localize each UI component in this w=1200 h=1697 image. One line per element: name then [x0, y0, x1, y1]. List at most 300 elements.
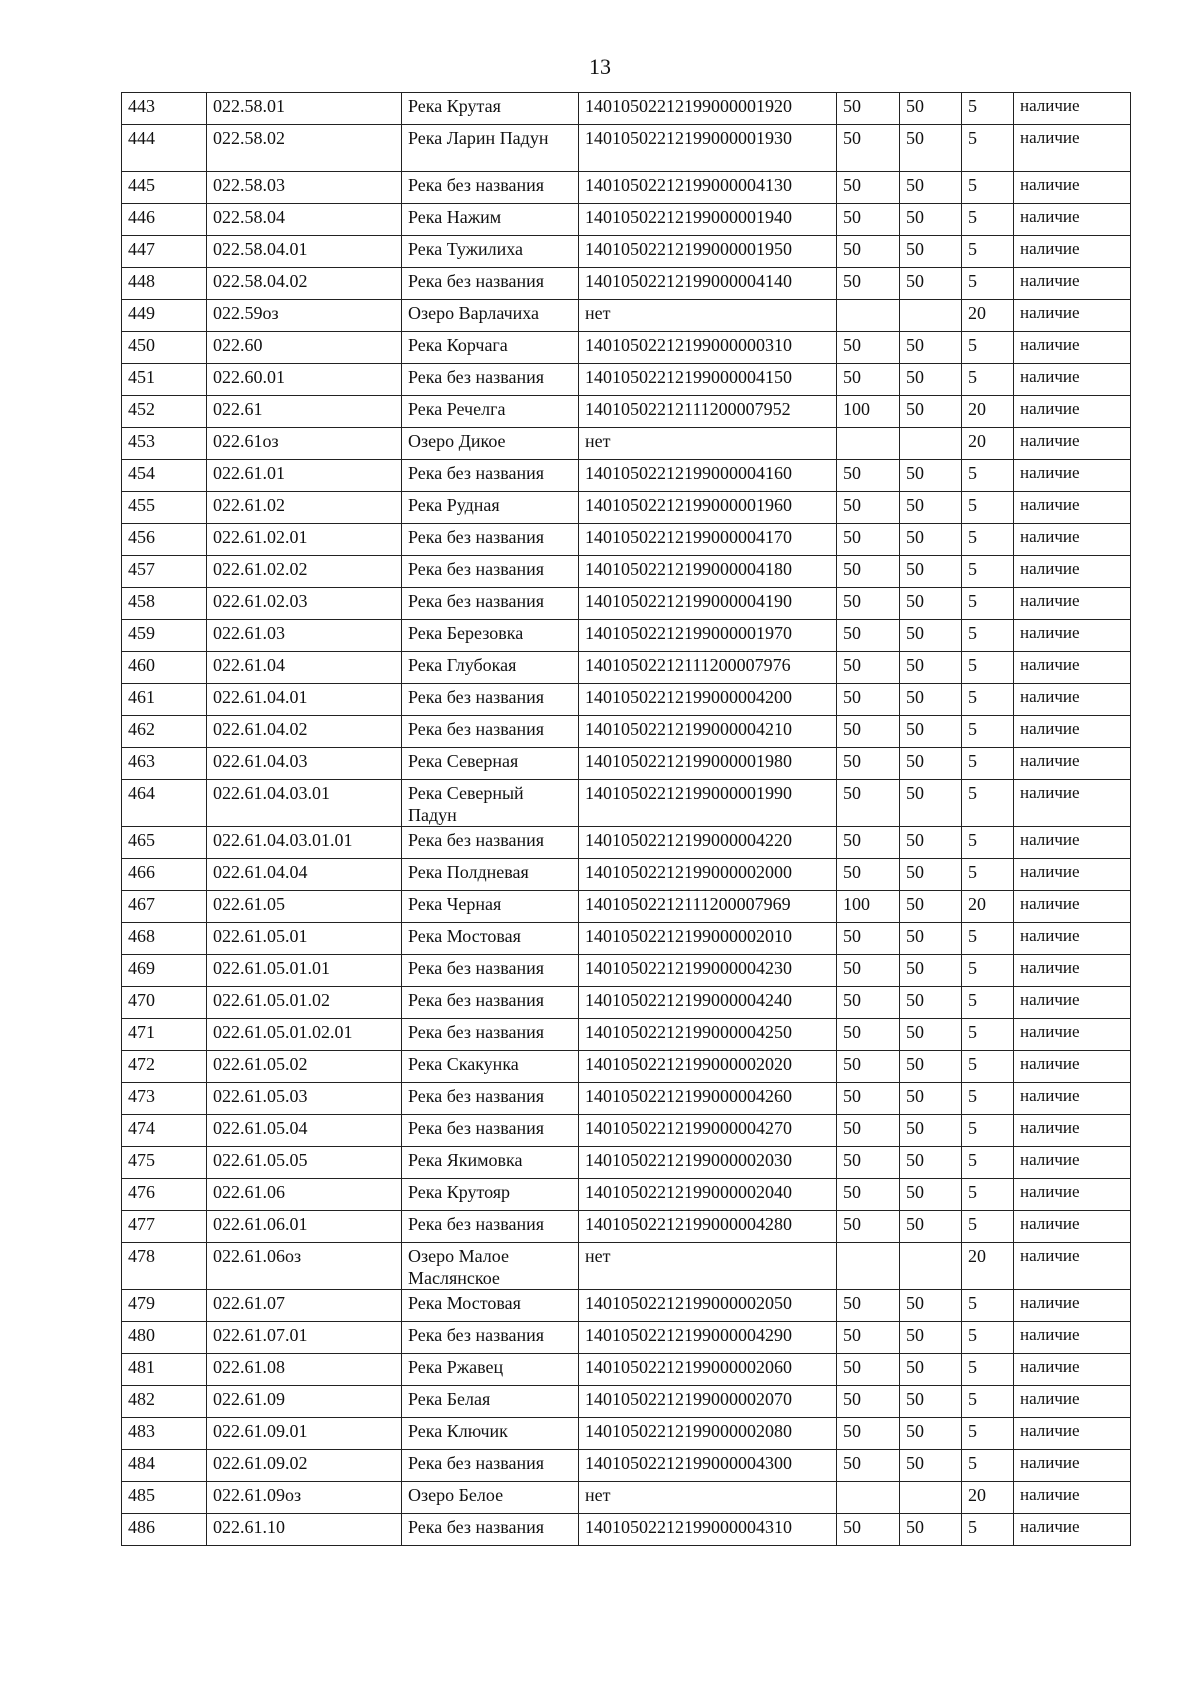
value-1-cell: 50 [837, 748, 900, 780]
row-number-cell: 444 [122, 125, 207, 172]
table-row [122, 332, 1131, 364]
registry-id-cell: 14010502212199000001990 [579, 780, 837, 827]
status-cell: наличие [1014, 923, 1131, 955]
water-body-code-cell: 022.59оз [207, 300, 402, 332]
row-number-cell: 443 [122, 93, 207, 125]
water-body-name-cell: Река Северный Падун [402, 780, 579, 827]
row-number-cell: 478 [122, 1243, 207, 1290]
value-1-cell: 50 [837, 827, 900, 859]
table-row [122, 987, 1131, 1019]
value-3-cell: 20 [962, 1243, 1014, 1290]
water-body-name-cell: Река без названия [402, 460, 579, 492]
value-2-cell: 50 [900, 1019, 962, 1051]
water-body-code-cell: 022.61.06.01 [207, 1211, 402, 1243]
status-cell: наличие [1014, 1019, 1131, 1051]
value-1-cell: 100 [837, 396, 900, 428]
status-cell: наличие [1014, 620, 1131, 652]
water-body-code-cell: 022.61.04.03.01 [207, 780, 402, 827]
registry-id-cell: 14010502212199000004140 [579, 268, 837, 300]
registry-id-cell: нет [579, 1482, 837, 1514]
registry-id-cell: 14010502212199000004280 [579, 1211, 837, 1243]
status-cell: наличие [1014, 588, 1131, 620]
value-2-cell: 50 [900, 1179, 962, 1211]
table-body [122, 93, 1131, 1546]
value-3-cell: 5 [962, 1354, 1014, 1386]
water-body-name-cell: Река Глубокая [402, 652, 579, 684]
table-row [122, 955, 1131, 987]
row-number-cell: 453 [122, 428, 207, 460]
water-body-name-cell: Озеро Белое [402, 1482, 579, 1514]
status-cell: наличие [1014, 364, 1131, 396]
value-3-cell: 5 [962, 524, 1014, 556]
value-2-cell: 50 [900, 1147, 962, 1179]
water-body-name-cell: Река Речелга [402, 396, 579, 428]
value-1-cell: 50 [837, 1354, 900, 1386]
water-body-code-cell: 022.61.05.03 [207, 1083, 402, 1115]
water-body-code-cell: 022.61.07.01 [207, 1322, 402, 1354]
value-1-cell [837, 1243, 900, 1290]
value-1-cell [837, 1482, 900, 1514]
registry-id-cell: 14010502212199000000310 [579, 332, 837, 364]
status-cell: наличие [1014, 1418, 1131, 1450]
water-body-name-cell: Река Якимовка [402, 1147, 579, 1179]
value-2-cell: 50 [900, 492, 962, 524]
status-cell: наличие [1014, 268, 1131, 300]
value-2-cell: 50 [900, 1322, 962, 1354]
row-number-cell: 481 [122, 1354, 207, 1386]
status-cell: наличие [1014, 460, 1131, 492]
value-1-cell: 50 [837, 859, 900, 891]
registry-id-cell: 14010502212199000002020 [579, 1051, 837, 1083]
registry-id-cell: нет [579, 428, 837, 460]
table-row [122, 236, 1131, 268]
water-body-code-cell: 022.61.09 [207, 1386, 402, 1418]
row-number-cell: 473 [122, 1083, 207, 1115]
value-2-cell: 50 [900, 1450, 962, 1482]
registry-id-cell: 14010502212199000004160 [579, 460, 837, 492]
water-body-code-cell: 022.61.05.04 [207, 1115, 402, 1147]
status-cell: наличие [1014, 172, 1131, 204]
row-number-cell: 476 [122, 1179, 207, 1211]
status-cell: наличие [1014, 428, 1131, 460]
value-1-cell: 50 [837, 460, 900, 492]
row-number-cell: 462 [122, 716, 207, 748]
status-cell: наличие [1014, 204, 1131, 236]
water-body-code-cell: 022.61.04.03 [207, 748, 402, 780]
value-1-cell: 50 [837, 1290, 900, 1322]
value-2-cell: 50 [900, 1083, 962, 1115]
value-2-cell: 50 [900, 1051, 962, 1083]
table-row [122, 364, 1131, 396]
value-2-cell: 50 [900, 1354, 962, 1386]
table-row [122, 827, 1131, 859]
water-body-code-cell: 022.61.02.03 [207, 588, 402, 620]
water-body-code-cell: 022.58.03 [207, 172, 402, 204]
water-body-name-cell: Река без названия [402, 1019, 579, 1051]
registry-id-cell: 14010502212199000002000 [579, 859, 837, 891]
value-3-cell: 5 [962, 1179, 1014, 1211]
row-number-cell: 445 [122, 172, 207, 204]
value-2-cell [900, 428, 962, 460]
water-body-name-cell: Река Скакунка [402, 1051, 579, 1083]
value-3-cell: 5 [962, 1514, 1014, 1546]
status-cell: наличие [1014, 1322, 1131, 1354]
value-2-cell [900, 300, 962, 332]
status-cell: наличие [1014, 1179, 1131, 1211]
water-body-name-cell: Река без названия [402, 987, 579, 1019]
value-2-cell: 50 [900, 1211, 962, 1243]
water-body-name-cell: Река Нажим [402, 204, 579, 236]
value-1-cell: 50 [837, 1450, 900, 1482]
row-number-cell: 474 [122, 1115, 207, 1147]
table-row [122, 204, 1131, 236]
value-2-cell: 50 [900, 460, 962, 492]
registry-id-cell: 14010502212199000001940 [579, 204, 837, 236]
value-2-cell: 50 [900, 172, 962, 204]
water-body-name-cell: Река без названия [402, 268, 579, 300]
status-cell: наличие [1014, 125, 1131, 172]
water-body-name-cell: Река Крутояр [402, 1179, 579, 1211]
value-3-cell: 5 [962, 556, 1014, 588]
registry-id-cell: 14010502212199000002030 [579, 1147, 837, 1179]
value-1-cell: 50 [837, 620, 900, 652]
water-body-code-cell: 022.58.04 [207, 204, 402, 236]
table-row [122, 1482, 1131, 1514]
water-body-code-cell: 022.61.06 [207, 1179, 402, 1211]
registry-id-cell: 14010502212199000004200 [579, 684, 837, 716]
value-2-cell: 50 [900, 1386, 962, 1418]
water-body-name-cell: Река без названия [402, 1115, 579, 1147]
row-number-cell: 458 [122, 588, 207, 620]
status-cell: наличие [1014, 556, 1131, 588]
value-1-cell: 50 [837, 204, 900, 236]
table-row [122, 1386, 1131, 1418]
value-1-cell: 50 [837, 1418, 900, 1450]
water-body-code-cell: 022.61.08 [207, 1354, 402, 1386]
value-1-cell: 50 [837, 1211, 900, 1243]
registry-id-cell: 14010502212199000001920 [579, 93, 837, 125]
water-body-code-cell: 022.58.02 [207, 125, 402, 172]
table-row [122, 428, 1131, 460]
water-body-code-cell: 022.60 [207, 332, 402, 364]
value-3-cell: 5 [962, 1290, 1014, 1322]
value-3-cell: 5 [962, 716, 1014, 748]
water-body-code-cell: 022.58.01 [207, 93, 402, 125]
status-cell: наличие [1014, 1051, 1131, 1083]
value-3-cell: 5 [962, 827, 1014, 859]
registry-id-cell: 14010502212199000002060 [579, 1354, 837, 1386]
water-body-name-cell: Озеро Варлачиха [402, 300, 579, 332]
value-1-cell: 50 [837, 684, 900, 716]
table-row [122, 125, 1131, 172]
value-3-cell: 5 [962, 987, 1014, 1019]
registry-id-cell: 14010502212199000004290 [579, 1322, 837, 1354]
row-number-cell: 461 [122, 684, 207, 716]
registry-id-cell: 14010502212199000004170 [579, 524, 837, 556]
water-body-name-cell: Река Ларин Падун [402, 125, 579, 172]
status-cell: наличие [1014, 1083, 1131, 1115]
value-2-cell: 50 [900, 1290, 962, 1322]
registry-id-cell: 14010502212111200007976 [579, 652, 837, 684]
status-cell: наличие [1014, 396, 1131, 428]
value-3-cell: 5 [962, 460, 1014, 492]
water-body-name-cell: Река Крутая [402, 93, 579, 125]
value-2-cell: 50 [900, 396, 962, 428]
row-number-cell: 460 [122, 652, 207, 684]
value-1-cell: 50 [837, 1179, 900, 1211]
table-row [122, 93, 1131, 125]
value-1-cell: 50 [837, 268, 900, 300]
water-body-name-cell: Река без названия [402, 1083, 579, 1115]
row-number-cell: 480 [122, 1322, 207, 1354]
status-cell: наличие [1014, 524, 1131, 556]
table-row [122, 1243, 1131, 1290]
row-number-cell: 450 [122, 332, 207, 364]
value-2-cell: 50 [900, 93, 962, 125]
value-2-cell: 50 [900, 620, 962, 652]
row-number-cell: 455 [122, 492, 207, 524]
water-bodies-table [121, 92, 1131, 1546]
value-3-cell: 5 [962, 236, 1014, 268]
status-cell: наличие [1014, 492, 1131, 524]
value-1-cell: 50 [837, 492, 900, 524]
water-body-code-cell: 022.61.02.01 [207, 524, 402, 556]
water-body-name-cell: Река Тужилиха [402, 236, 579, 268]
water-body-name-cell: Река Корчага [402, 332, 579, 364]
water-body-code-cell: 022.61.02.02 [207, 556, 402, 588]
value-3-cell: 5 [962, 859, 1014, 891]
row-number-cell: 451 [122, 364, 207, 396]
value-1-cell: 50 [837, 1115, 900, 1147]
value-3-cell: 5 [962, 748, 1014, 780]
water-body-name-cell: Река без названия [402, 364, 579, 396]
status-cell: наличие [1014, 300, 1131, 332]
value-2-cell: 50 [900, 524, 962, 556]
status-cell: наличие [1014, 827, 1131, 859]
page-number: 13 [589, 54, 611, 79]
value-2-cell: 50 [900, 859, 962, 891]
value-3-cell: 5 [962, 923, 1014, 955]
value-2-cell: 50 [900, 1418, 962, 1450]
registry-id-cell: 14010502212199000004230 [579, 955, 837, 987]
water-body-name-cell: Река Черная [402, 891, 579, 923]
registry-id-cell: нет [579, 1243, 837, 1290]
value-3-cell: 20 [962, 396, 1014, 428]
registry-id-cell: 14010502212199000004220 [579, 827, 837, 859]
water-body-name-cell: Река без названия [402, 1211, 579, 1243]
value-3-cell: 5 [962, 1450, 1014, 1482]
row-number-cell: 465 [122, 827, 207, 859]
value-1-cell: 100 [837, 891, 900, 923]
row-number-cell: 470 [122, 987, 207, 1019]
value-2-cell [900, 1482, 962, 1514]
status-cell: наличие [1014, 891, 1131, 923]
value-3-cell: 5 [962, 492, 1014, 524]
row-number-cell: 468 [122, 923, 207, 955]
status-cell: наличие [1014, 652, 1131, 684]
value-1-cell: 50 [837, 1386, 900, 1418]
value-3-cell: 5 [962, 268, 1014, 300]
table-row [122, 891, 1131, 923]
value-3-cell: 5 [962, 588, 1014, 620]
table-row [122, 1051, 1131, 1083]
registry-id-cell: 14010502212199000004210 [579, 716, 837, 748]
table-row [122, 1418, 1131, 1450]
water-body-code-cell: 022.61.07 [207, 1290, 402, 1322]
table-row [122, 1147, 1131, 1179]
status-cell: наличие [1014, 1211, 1131, 1243]
status-cell: наличие [1014, 1386, 1131, 1418]
value-1-cell: 50 [837, 1147, 900, 1179]
value-3-cell: 5 [962, 1418, 1014, 1450]
water-body-name-cell: Река без названия [402, 588, 579, 620]
status-cell: наличие [1014, 780, 1131, 827]
status-cell: наличие [1014, 716, 1131, 748]
water-body-name-cell: Река без названия [402, 827, 579, 859]
table-row [122, 716, 1131, 748]
value-1-cell: 50 [837, 556, 900, 588]
water-body-name-cell: Река Белая [402, 1386, 579, 1418]
water-body-name-cell: Река без названия [402, 716, 579, 748]
status-cell: наличие [1014, 1450, 1131, 1482]
water-body-code-cell: 022.61.04.01 [207, 684, 402, 716]
table-row [122, 1019, 1131, 1051]
row-number-cell: 483 [122, 1418, 207, 1450]
row-number-cell: 484 [122, 1450, 207, 1482]
value-2-cell: 50 [900, 827, 962, 859]
status-cell: наличие [1014, 748, 1131, 780]
water-body-name-cell: Река Мостовая [402, 1290, 579, 1322]
status-cell: наличие [1014, 1147, 1131, 1179]
registry-id-cell: 14010502212199000001980 [579, 748, 837, 780]
water-body-name-cell: Река без названия [402, 1322, 579, 1354]
row-number-cell: 454 [122, 460, 207, 492]
water-body-code-cell: 022.61.05 [207, 891, 402, 923]
water-body-name-cell: Река Мостовая [402, 923, 579, 955]
row-number-cell: 457 [122, 556, 207, 588]
water-body-code-cell: 022.58.04.02 [207, 268, 402, 300]
table-row [122, 396, 1131, 428]
value-1-cell: 50 [837, 652, 900, 684]
water-body-name-cell: Река Северная [402, 748, 579, 780]
value-2-cell: 50 [900, 556, 962, 588]
row-number-cell: 448 [122, 268, 207, 300]
table-row [122, 748, 1131, 780]
table-row [122, 923, 1131, 955]
water-body-code-cell: 022.61.01 [207, 460, 402, 492]
value-1-cell [837, 428, 900, 460]
value-1-cell: 50 [837, 1322, 900, 1354]
value-3-cell: 20 [962, 428, 1014, 460]
table-row [122, 1322, 1131, 1354]
row-number-cell: 477 [122, 1211, 207, 1243]
value-1-cell: 50 [837, 1083, 900, 1115]
value-2-cell: 50 [900, 748, 962, 780]
status-cell: наличие [1014, 859, 1131, 891]
value-3-cell: 5 [962, 1115, 1014, 1147]
value-3-cell: 5 [962, 1083, 1014, 1115]
registry-id-cell: 14010502212111200007969 [579, 891, 837, 923]
water-body-code-cell: 022.61.05.01.02.01 [207, 1019, 402, 1051]
value-2-cell: 50 [900, 588, 962, 620]
water-body-name-cell: Река без названия [402, 524, 579, 556]
value-3-cell: 5 [962, 780, 1014, 827]
value-2-cell: 50 [900, 987, 962, 1019]
registry-id-cell: 14010502212199000004150 [579, 364, 837, 396]
value-1-cell: 50 [837, 588, 900, 620]
registry-id-cell: 14010502212199000002080 [579, 1418, 837, 1450]
registry-id-cell: 14010502212199000004300 [579, 1450, 837, 1482]
water-body-code-cell: 022.61.09.02 [207, 1450, 402, 1482]
value-1-cell: 50 [837, 236, 900, 268]
water-body-code-cell: 022.61оз [207, 428, 402, 460]
value-3-cell: 5 [962, 620, 1014, 652]
table-row [122, 652, 1131, 684]
water-body-code-cell: 022.61.03 [207, 620, 402, 652]
registry-id-cell: 14010502212199000004310 [579, 1514, 837, 1546]
value-3-cell: 5 [962, 1322, 1014, 1354]
water-body-name-cell: Река Полдневая [402, 859, 579, 891]
value-3-cell: 5 [962, 652, 1014, 684]
registry-id-cell: 14010502212199000002040 [579, 1179, 837, 1211]
status-cell: наличие [1014, 684, 1131, 716]
water-body-code-cell: 022.61.02 [207, 492, 402, 524]
value-3-cell: 5 [962, 1147, 1014, 1179]
value-3-cell: 20 [962, 891, 1014, 923]
row-number-cell: 479 [122, 1290, 207, 1322]
value-2-cell: 50 [900, 125, 962, 172]
value-2-cell: 50 [900, 955, 962, 987]
value-2-cell: 50 [900, 923, 962, 955]
water-body-code-cell: 022.61.04.04 [207, 859, 402, 891]
table-row [122, 1354, 1131, 1386]
registry-id-cell: 14010502212199000002010 [579, 923, 837, 955]
status-cell: наличие [1014, 1514, 1131, 1546]
value-3-cell: 5 [962, 125, 1014, 172]
row-number-cell: 464 [122, 780, 207, 827]
value-2-cell: 50 [900, 684, 962, 716]
table-row [122, 524, 1131, 556]
row-number-cell: 447 [122, 236, 207, 268]
value-1-cell: 50 [837, 332, 900, 364]
table-row [122, 1211, 1131, 1243]
row-number-cell: 486 [122, 1514, 207, 1546]
status-cell: наличие [1014, 332, 1131, 364]
registry-id-cell: 14010502212199000002050 [579, 1290, 837, 1322]
value-3-cell: 5 [962, 204, 1014, 236]
value-3-cell: 20 [962, 300, 1014, 332]
water-body-code-cell: 022.61.05.01.01 [207, 955, 402, 987]
row-number-cell: 467 [122, 891, 207, 923]
water-body-code-cell: 022.61.04.03.01.01 [207, 827, 402, 859]
table-row [122, 268, 1131, 300]
water-body-name-cell: Река без названия [402, 172, 579, 204]
row-number-cell: 456 [122, 524, 207, 556]
water-body-name-cell: Река Рудная [402, 492, 579, 524]
value-2-cell: 50 [900, 268, 962, 300]
value-1-cell: 50 [837, 1051, 900, 1083]
value-1-cell: 50 [837, 93, 900, 125]
value-1-cell: 50 [837, 125, 900, 172]
value-2-cell: 50 [900, 891, 962, 923]
value-1-cell [837, 300, 900, 332]
registry-id-cell: 14010502212199000001930 [579, 125, 837, 172]
water-body-code-cell: 022.61.05.01 [207, 923, 402, 955]
row-number-cell: 482 [122, 1386, 207, 1418]
row-number-cell: 452 [122, 396, 207, 428]
value-3-cell: 5 [962, 1211, 1014, 1243]
value-1-cell: 50 [837, 364, 900, 396]
